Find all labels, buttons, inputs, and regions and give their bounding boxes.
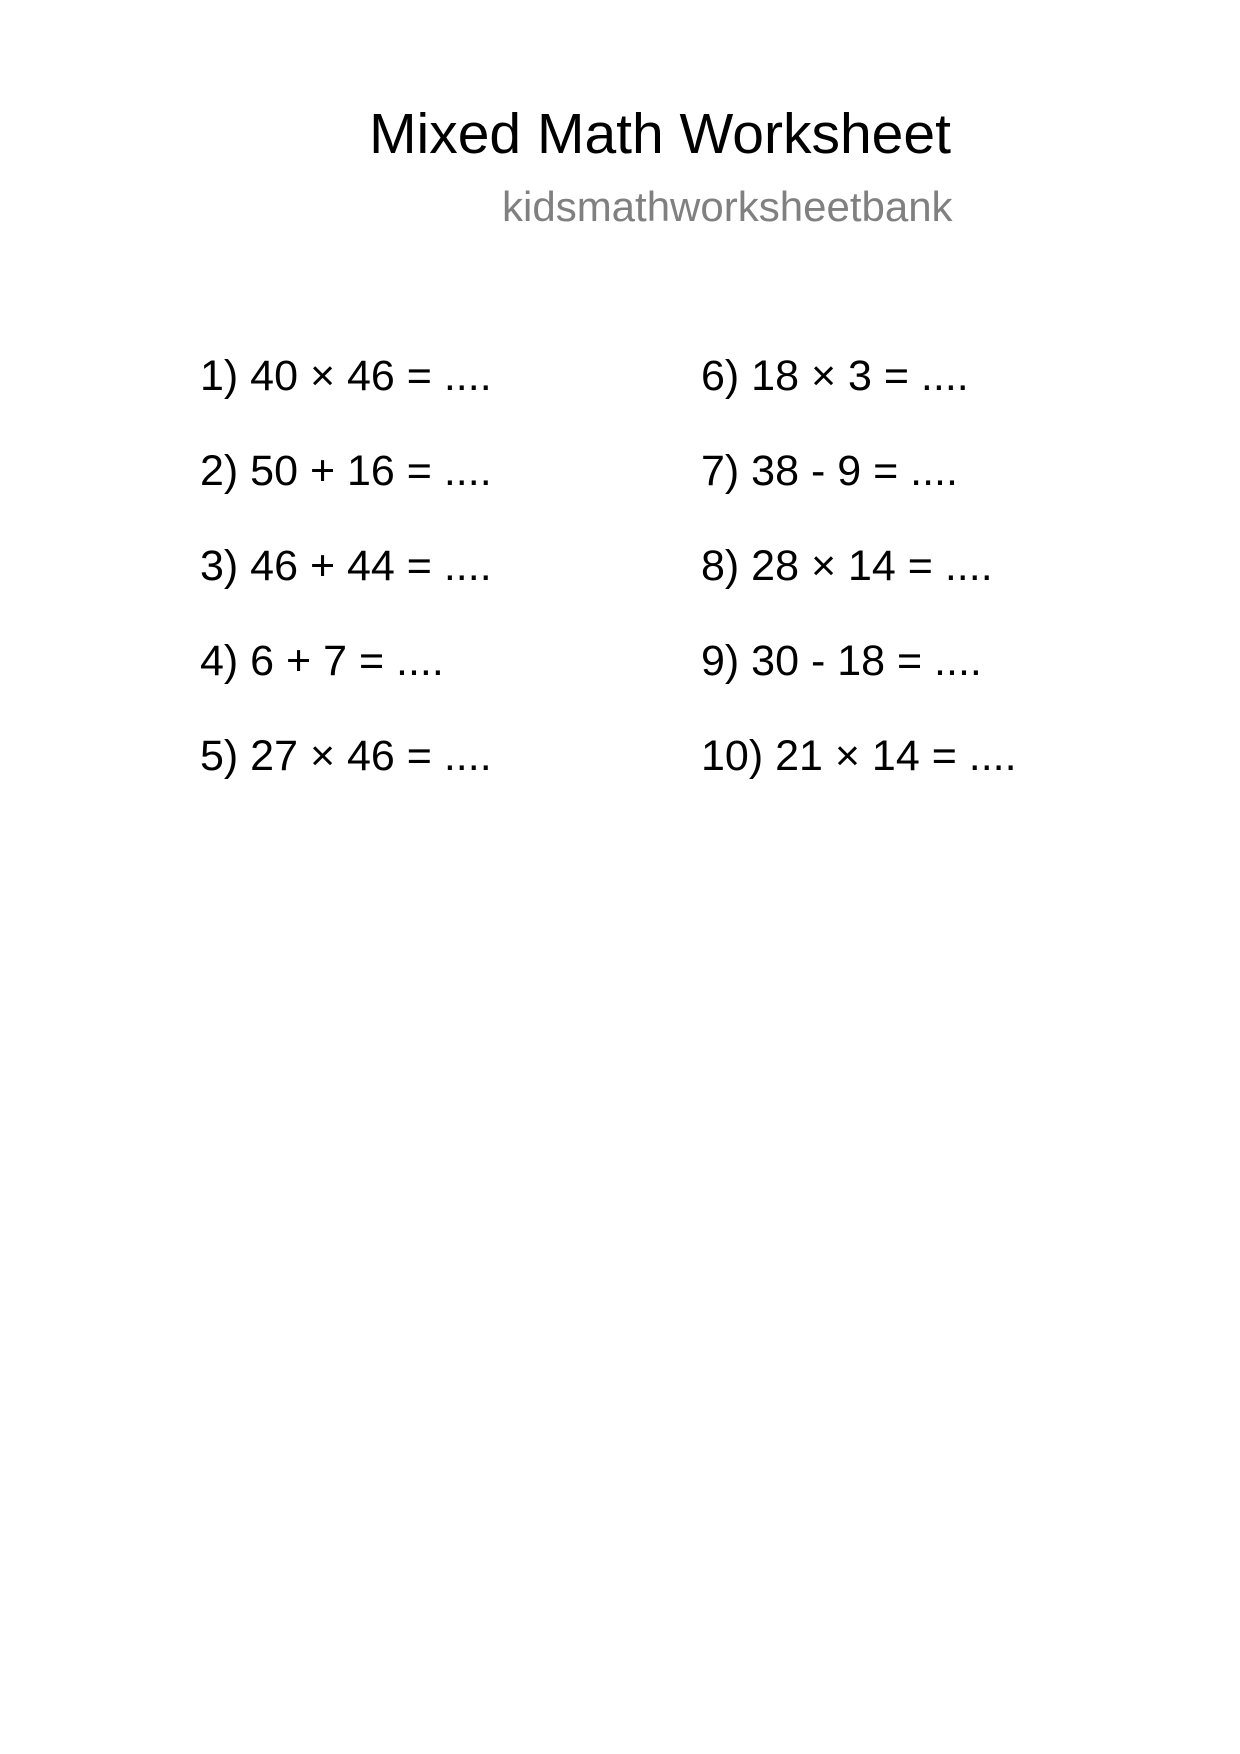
problem-4: 4) 6 + 7 = .... bbox=[200, 637, 444, 685]
problem-7: 7) 38 - 9 = .... bbox=[701, 447, 958, 495]
problem-5: 5) 27 × 46 = .... bbox=[200, 732, 492, 780]
problem-8: 8) 28 × 14 = .... bbox=[701, 542, 993, 590]
problem-10: 10) 21 × 14 = .... bbox=[701, 732, 1017, 780]
worksheet-title: Mixed Math Worksheet bbox=[369, 102, 951, 166]
problem-1: 1) 40 × 46 = .... bbox=[200, 352, 492, 400]
problem-3: 3) 46 + 44 = .... bbox=[200, 542, 492, 590]
problem-6: 6) 18 × 3 = .... bbox=[701, 352, 969, 400]
problem-2: 2) 50 + 16 = .... bbox=[200, 447, 492, 495]
problem-9: 9) 30 - 18 = .... bbox=[701, 637, 982, 685]
worksheet-subtitle: kidsmathworksheetbank bbox=[502, 183, 953, 230]
